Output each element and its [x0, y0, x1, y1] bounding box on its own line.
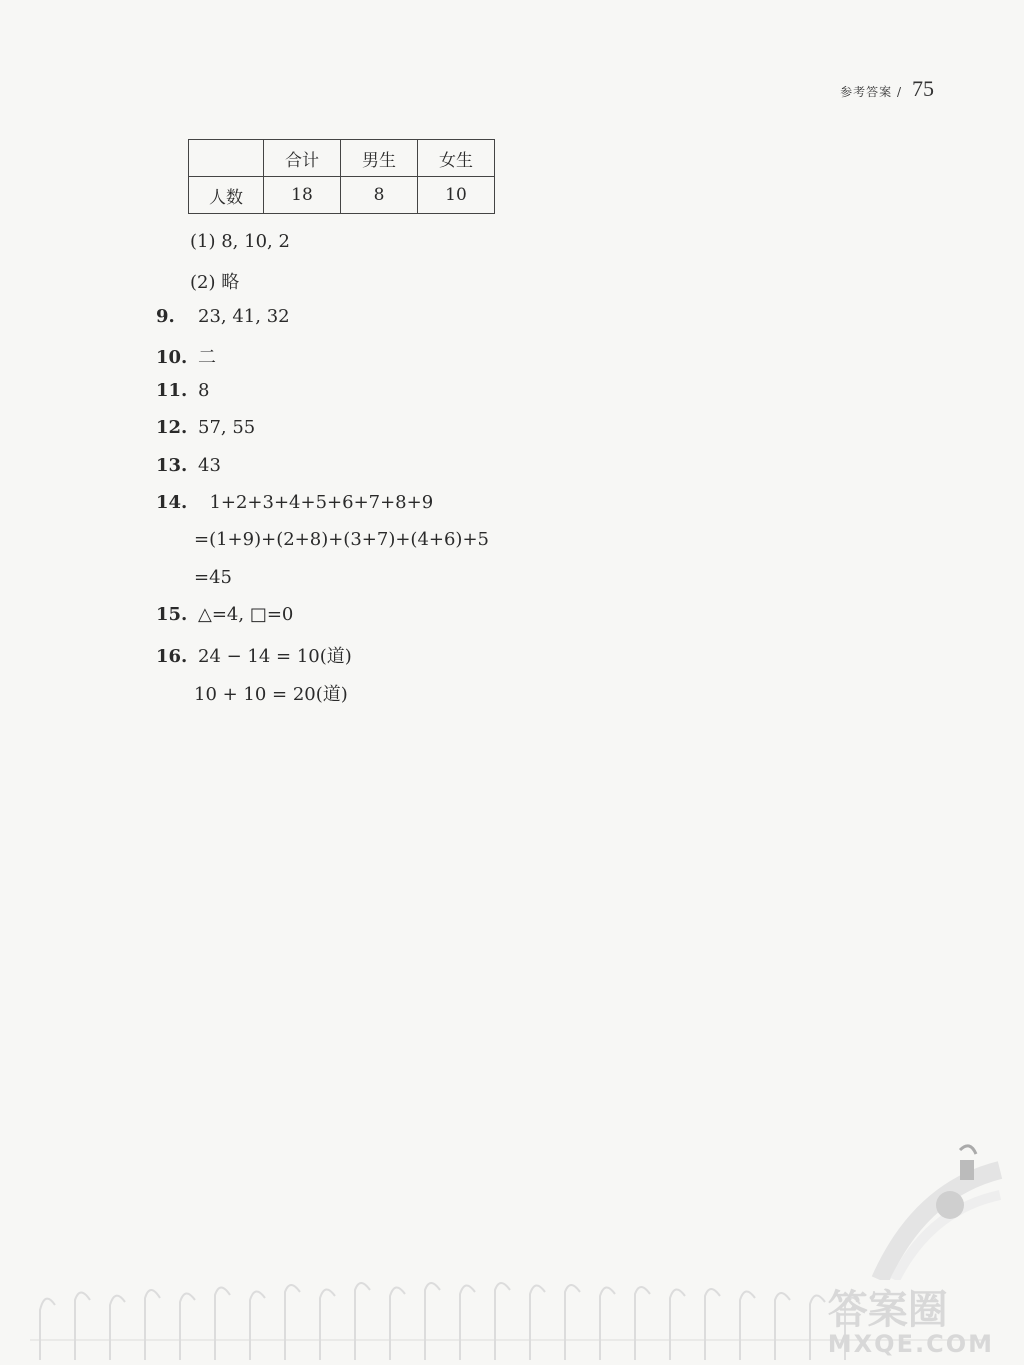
answer-line	[156, 492, 433, 513]
watermark-main: 答案圈	[827, 1287, 948, 1333]
table-row	[189, 177, 495, 214]
answer-line	[190, 268, 239, 294]
question-number: 10.	[156, 347, 188, 368]
table-header-cell: 女生	[418, 140, 495, 177]
answer-text: △=4, □=0	[198, 604, 294, 625]
table-cell: 人数	[189, 177, 264, 214]
table-header-row	[189, 140, 495, 177]
question-number: 13.	[156, 455, 188, 476]
question-number: 15.	[156, 604, 188, 625]
answer-text: (2) 略	[190, 272, 240, 293]
question-number: 9.	[156, 306, 175, 327]
answer-text: 8	[198, 380, 210, 401]
section-label: 参考答案 /	[840, 85, 902, 99]
answer-line	[156, 343, 216, 369]
question-number: 16.	[156, 646, 188, 667]
answer-text: 二	[198, 347, 216, 368]
table-header-cell: 合计	[264, 140, 341, 177]
table-header-cell: 男生	[341, 140, 418, 177]
watermark	[827, 1287, 994, 1358]
answer-line	[194, 567, 232, 588]
page-number: 75	[912, 76, 934, 101]
table-cell: 10	[418, 177, 495, 214]
answer-line	[156, 642, 352, 668]
table-cell: 18	[264, 177, 341, 214]
answer-text: 57, 55	[198, 417, 256, 438]
answer-line	[156, 380, 209, 401]
answer-text: 43	[198, 455, 221, 476]
question-number: 14.	[156, 492, 188, 513]
answer-text: 23, 41, 32	[198, 306, 290, 327]
page-header	[840, 76, 934, 102]
answer-text: 10 + 10 = 20(道)	[194, 684, 348, 705]
answer-text: 24 − 14 = 10(道)	[198, 646, 352, 667]
answer-line	[194, 529, 489, 550]
answer-text: =45	[194, 567, 232, 588]
table-cell: 8	[341, 177, 418, 214]
answer-text: =(1+9)+(2+8)+(3+7)+(4+6)+5	[194, 529, 489, 550]
answer-line	[156, 306, 290, 327]
watermark-sub: MXQE.COM	[827, 1330, 994, 1358]
question-number: 11.	[156, 380, 188, 401]
answer-line	[194, 680, 348, 706]
answer-text: 1+2+3+4+5+6+7+8+9	[198, 492, 434, 513]
decorative-swoosh-icon	[860, 1130, 1010, 1280]
answer-line	[190, 231, 290, 252]
answer-line	[156, 417, 255, 438]
table-header-cell	[189, 140, 264, 177]
answer-line	[156, 455, 221, 476]
answer-line	[156, 604, 293, 625]
answer-table	[188, 139, 495, 214]
question-number: 12.	[156, 417, 188, 438]
answer-text: (1) 8, 10, 2	[190, 231, 290, 252]
